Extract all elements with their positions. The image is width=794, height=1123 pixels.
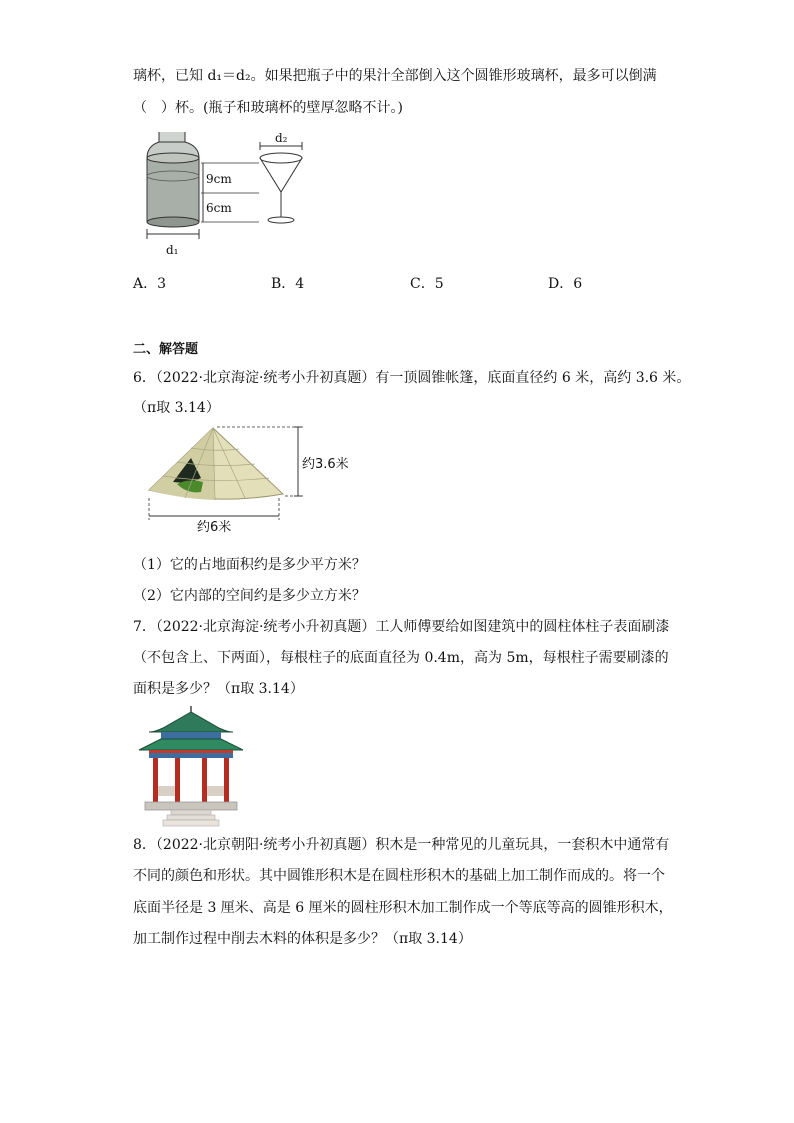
tent-width-label: 约6米 <box>197 520 232 535</box>
height-9cm-label: 9cm <box>206 172 232 186</box>
q6-sub2: （2）它内部的空间约是多少立方米？ <box>133 588 366 604</box>
bottle-and-glass-figure <box>133 132 313 267</box>
q5-text-line1: 璃杯，已知 d₁＝d₂。如果把瓶子中的果汁全部倒入这个圆锥形玻璃杯，最多可以倒满 <box>133 68 657 84</box>
option-a[interactable]: A．3 <box>133 276 167 292</box>
q6-text-line2: （π取 3.14） <box>133 400 220 416</box>
tent-figure <box>145 420 355 535</box>
option-c[interactable]: C．5 <box>410 276 444 292</box>
pavilion-figure <box>135 706 247 828</box>
q8-text-line1: 8．（2022·北京朝阳·统考小升初真题）积木是一种常见的儿童玩具，一套积木中通常有 <box>133 837 670 853</box>
section-title: 二、解答题 <box>133 342 199 357</box>
q8-text-line2: 不同的颜色和形状。其中圆锥形积木是在圆柱形积木的基础上加工制作而成的。将一个 <box>133 868 665 884</box>
d1-label: d₁ <box>166 243 179 257</box>
bottle-drawing <box>147 132 199 227</box>
q7-text-line1: 7．（2022·北京海淀·统考小升初真题）工人师傅要给如图建筑中的圆柱体柱子表面刷漆 <box>133 619 670 635</box>
q5-text-line2: （ ）杯。(瓶子和玻璃杯的壁厚忽略不计。) <box>133 100 403 116</box>
cone-tent-drawing <box>149 428 283 500</box>
option-b[interactable]: B．4 <box>271 276 305 292</box>
q6-text-line1: 6．（2022·北京海淀·统考小升初真题）有一顶圆锥帐篷，底面直径约 6 米，高约 3.6 米。 <box>133 370 691 386</box>
option-d[interactable]: D．6 <box>548 276 583 292</box>
d2-label: d₂ <box>275 132 288 145</box>
cone-glass-drawing <box>260 153 302 223</box>
height-6cm-label: 6cm <box>206 201 232 215</box>
tent-height-label: 约3.6米 <box>302 457 349 472</box>
pavilion-drawing <box>139 706 243 826</box>
q8-text-line3: 底面半径是 3 厘米、高是 6 厘米的圆柱形积木加工制作成一个等底等高的圆锥形积木， <box>133 900 673 916</box>
q7-text-line3: 面积是多少？（π取 3.14） <box>133 681 304 697</box>
q8-text-line4: 加工制作过程中削去木料的体积是多少？（π取 3.14） <box>133 931 472 947</box>
q6-sub1: （1）它的占地面积约是多少平方米？ <box>133 557 366 573</box>
q7-text-line2: （不包含上、下两面），每根柱子的底面直径为 0.4m，高为 5m，每根柱子需要刷漆的 <box>133 650 669 666</box>
